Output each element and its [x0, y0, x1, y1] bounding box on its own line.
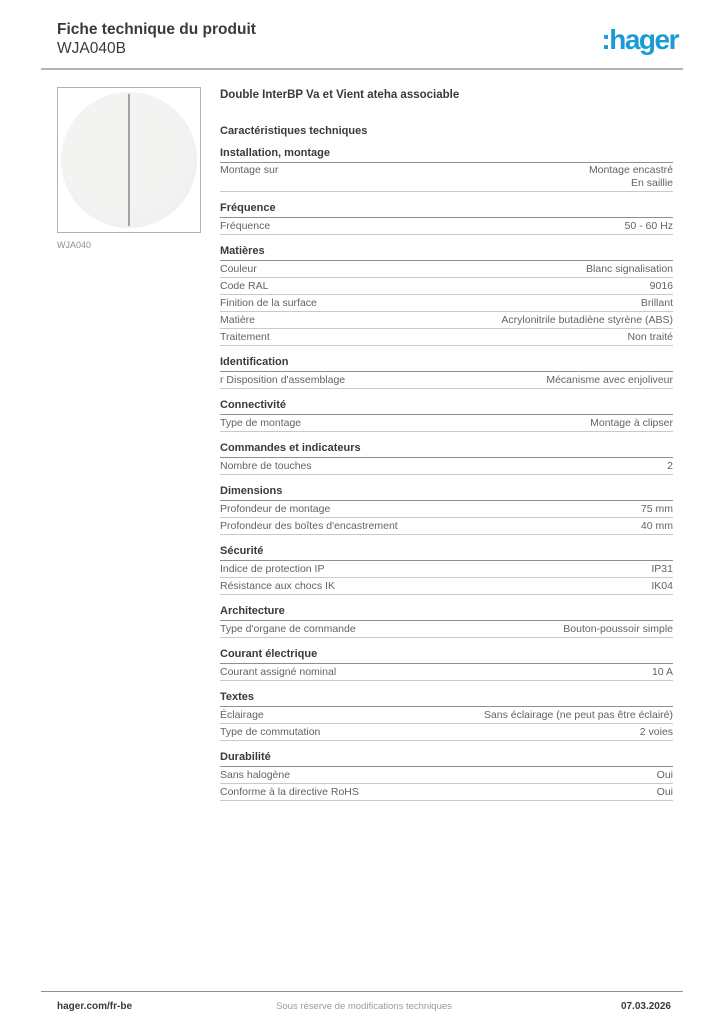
spec-row [220, 578, 673, 595]
spec-row [220, 415, 673, 432]
spec-value: Non traité [627, 330, 673, 343]
spec-label: r Disposition d'assemblage [220, 373, 346, 386]
spec-row [220, 767, 673, 784]
spec-sections [220, 147, 673, 802]
spec-label: Type de commutation [220, 725, 321, 738]
spec-label: Indice de protection IP [220, 562, 325, 575]
section-title: Architecture [220, 605, 673, 621]
spec-value: Mécanisme avec enjoliveur [546, 373, 673, 386]
spec-row [220, 621, 673, 638]
spec-section [220, 605, 673, 638]
spec-label: Sans halogène [220, 768, 291, 781]
spec-label: Finition de la surface [220, 296, 317, 309]
header-titles [57, 20, 256, 59]
spec-row [220, 784, 673, 801]
section-title: Matières [220, 245, 673, 261]
rocker-button-graphic [61, 92, 197, 228]
spec-label: Profondeur des boîtes d'encastrement [220, 519, 398, 532]
tech-characteristics-title: Caractéristiques techniques [220, 124, 368, 137]
spec-value: Bouton-poussoir simple [563, 622, 673, 635]
spec-row [220, 218, 673, 235]
spec-label: Éclairage [220, 708, 264, 721]
hager-logo: :hager [601, 24, 678, 55]
spec-value: Montage encastré En saillie [588, 164, 673, 189]
spec-section [220, 147, 673, 193]
spec-label: Couleur [220, 262, 257, 275]
product-code: WJA040B [57, 40, 126, 58]
spec-row [220, 329, 673, 346]
product-name: Double InterBP Va et Vient ateha associable [220, 88, 460, 101]
footer-disclaimer: Sous réserve de modifications techniques [276, 1001, 452, 1012]
section-title: Sécurité [220, 545, 673, 561]
spec-section [220, 751, 673, 801]
spec-label: Résistance aux chocs IK [220, 579, 335, 592]
footer-row [41, 1001, 683, 1012]
spec-value: 75 mm [640, 502, 673, 515]
spec-value: Montage à clipser [590, 416, 673, 429]
spec-value: IK04 [651, 579, 673, 592]
spec-value: 10 A [651, 665, 673, 678]
spec-label: Conforme à la directive RoHS [220, 785, 359, 798]
spec-section [220, 691, 673, 741]
spec-section [220, 545, 673, 595]
section-title: Dimensions [220, 485, 673, 501]
spec-label: Nombre de touches [220, 459, 312, 472]
spec-value: 2 [667, 459, 673, 472]
section-title: Courant électrique [220, 648, 673, 664]
spec-row [220, 261, 673, 278]
section-title: Commandes et indicateurs [220, 442, 673, 458]
spec-label: Traitement [220, 330, 270, 343]
spec-value: Acrylonitrile butadiène styrène (ABS) [501, 313, 673, 326]
spec-row [220, 278, 673, 295]
spec-section [220, 648, 673, 681]
spec-row [220, 312, 673, 329]
spec-value: Oui [656, 768, 673, 781]
spec-label: Type d'organe de commande [220, 622, 356, 635]
spec-column [220, 87, 683, 802]
product-image [57, 87, 201, 233]
spec-row [220, 501, 673, 518]
spec-value: 9016 [649, 279, 673, 292]
footer-date: 07.03.2026 [620, 1001, 671, 1012]
spec-label: Matière [220, 313, 256, 326]
product-image-caption: WJA040 [57, 239, 92, 250]
spec-label: Profondeur de montage [220, 502, 331, 515]
spec-label: Courant assigné nominal [220, 665, 337, 678]
spec-value: Oui [656, 785, 673, 798]
footer-divider [41, 991, 683, 992]
spec-section [220, 202, 673, 235]
section-title: Installation, montage [220, 147, 673, 163]
spec-label: Type de montage [220, 416, 302, 429]
footer-website: hager.com/fr-be [57, 1001, 133, 1012]
spec-row [220, 664, 673, 681]
section-title: Textes [220, 691, 673, 707]
spec-label: Fréquence [220, 219, 271, 232]
spec-label: Montage sur [220, 164, 279, 177]
page-footer [41, 991, 683, 1012]
spec-value: Blanc signalisation [586, 262, 673, 275]
spec-value: Sans éclairage (ne peut pas être éclairé) [483, 708, 673, 721]
spec-section [220, 245, 673, 346]
spec-row [220, 163, 673, 193]
rocker-split-line [128, 94, 130, 226]
spec-row [220, 724, 673, 741]
spec-value: Brillant [640, 296, 673, 309]
spec-section [220, 442, 673, 475]
spec-value: IP31 [651, 562, 673, 575]
spec-value: 2 voies [639, 725, 673, 738]
content [0, 70, 724, 802]
section-title: Durabilité [220, 751, 673, 767]
spec-row [220, 372, 673, 389]
spec-row [220, 518, 673, 535]
spec-section [220, 399, 673, 432]
spec-value: 50 - 60 Hz [624, 219, 673, 232]
product-image-column [57, 87, 201, 250]
page-title: Fiche technique du produit [57, 21, 256, 38]
spec-row [220, 561, 673, 578]
spec-section [220, 485, 673, 535]
spec-row [220, 458, 673, 475]
spec-row [220, 707, 673, 724]
spec-label: Code RAL [220, 279, 269, 292]
section-title: Identification [220, 356, 673, 372]
spec-row [220, 295, 673, 312]
spec-section [220, 356, 673, 389]
spec-value: 40 mm [640, 519, 673, 532]
section-title: Fréquence [220, 202, 673, 218]
page-header [0, 0, 724, 59]
section-title: Connectivité [220, 399, 673, 415]
